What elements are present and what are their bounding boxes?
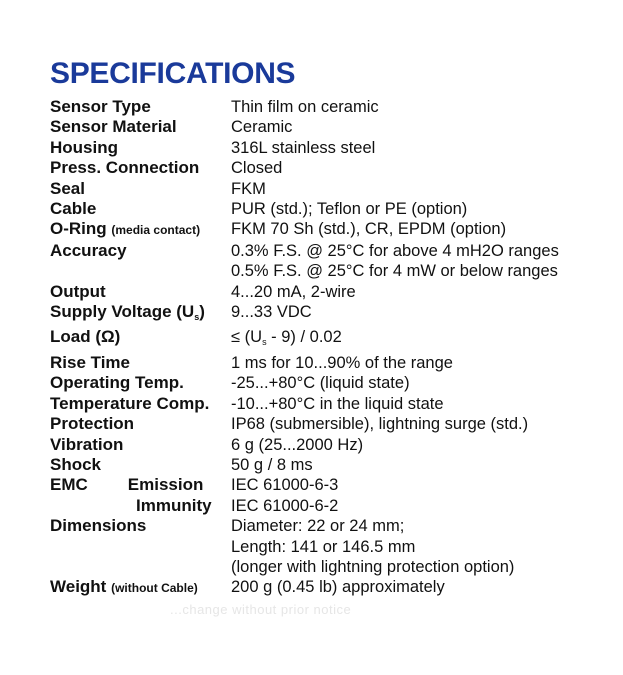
spec-label: Rise Time bbox=[50, 352, 131, 372]
spec-value: FKM 70 Sh (std.), CR, EPDM (option) bbox=[231, 220, 507, 239]
spec-value-line: Diameter: 22 or 24 mm; bbox=[231, 517, 405, 536]
spec-label: Sensor Material bbox=[50, 117, 177, 137]
spec-row-supply-voltage bbox=[50, 302, 615, 327]
spec-value-suffix: - 9) / 0.02 bbox=[266, 328, 342, 347]
spec-label: Load (Ω) bbox=[50, 327, 121, 347]
spec-label-emission: Emission bbox=[127, 475, 204, 495]
spec-value-line: 0.3% F.S. @ 25°C for above 4 mH2O ranges bbox=[231, 241, 559, 260]
spec-row-emc-emission bbox=[50, 475, 615, 495]
footer-note: ...change without prior notice bbox=[170, 602, 352, 617]
spec-label: Dimensions bbox=[50, 516, 147, 536]
spec-row-sensor-material bbox=[50, 117, 615, 137]
spec-value: 1 ms for 10...90% of the range bbox=[231, 353, 453, 372]
spec-row-rise-time bbox=[50, 353, 615, 373]
spec-label-note: (without Cable) bbox=[111, 581, 198, 596]
spec-value-line: (longer with lightning protection option) bbox=[231, 557, 515, 576]
spec-label-prefix: Supply Voltage (U bbox=[50, 302, 195, 322]
spec-value: 9...33 VDC bbox=[231, 303, 312, 322]
spec-value: FKM bbox=[231, 179, 266, 198]
spec-label bbox=[50, 577, 231, 598]
spec-value: 50 g / 8 ms bbox=[231, 455, 313, 474]
spec-label: Vibration bbox=[50, 434, 124, 454]
spec-value: Thin film on ceramic bbox=[231, 98, 379, 116]
spec-label: Shock bbox=[50, 454, 102, 474]
spec-value-subscript: s bbox=[262, 337, 267, 348]
spec-row-cable bbox=[50, 199, 615, 219]
spec-label: Press. Connection bbox=[50, 158, 200, 178]
spec-row-load bbox=[50, 327, 615, 352]
spec-row-housing bbox=[50, 138, 615, 158]
spec-row-emc-immunity bbox=[50, 496, 615, 516]
spec-label: Seal bbox=[50, 178, 85, 198]
spec-row-press-connection bbox=[50, 158, 615, 178]
spec-value-line: Length: 141 or 146.5 mm bbox=[231, 537, 416, 556]
spec-value: 6 g (25...2000 Hz) bbox=[231, 435, 364, 454]
spec-row-operating-temp bbox=[50, 373, 615, 393]
spec-row-accuracy bbox=[50, 241, 615, 282]
spec-value: IP68 (submersible), lightning surge (std.) bbox=[231, 415, 529, 434]
spec-value: 4...20 mA, 2-wire bbox=[231, 282, 356, 301]
spec-value bbox=[231, 516, 615, 577]
spec-row-protection bbox=[50, 414, 615, 434]
spec-value: IEC 61000-6-2 bbox=[231, 496, 339, 515]
spec-label bbox=[50, 496, 231, 516]
spec-label: Temperature Comp. bbox=[50, 393, 210, 413]
spec-label: Operating Temp. bbox=[50, 373, 184, 393]
spec-value: -10...+80°C in the liquid state bbox=[231, 394, 444, 413]
spec-label: Output bbox=[50, 281, 106, 301]
spec-label-note: (media contact) bbox=[111, 223, 201, 238]
spec-value: PUR (std.); Teflon or PE (option) bbox=[231, 200, 468, 219]
spec-row-shock bbox=[50, 455, 615, 475]
spec-label bbox=[50, 302, 231, 327]
spec-value: 316L stainless steel bbox=[231, 138, 376, 157]
spec-label: Housing bbox=[50, 137, 118, 157]
spec-label: Sensor Type bbox=[50, 97, 151, 116]
spec-label-emc: EMC bbox=[50, 475, 88, 495]
spec-row-seal bbox=[50, 179, 615, 199]
spec-label bbox=[50, 219, 231, 240]
spec-row-dimensions bbox=[50, 516, 615, 577]
page-title: SPECIFICATIONS bbox=[50, 57, 296, 90]
spec-row-weight bbox=[50, 577, 615, 598]
spec-row-o-ring bbox=[50, 219, 615, 240]
spec-label: Protection bbox=[50, 414, 135, 434]
spec-value-prefix: ≤ (U bbox=[231, 328, 263, 347]
spec-label: Accuracy bbox=[50, 240, 127, 260]
spec-label-subscript: s bbox=[194, 312, 200, 323]
spec-label bbox=[50, 475, 231, 495]
spec-value bbox=[231, 327, 615, 352]
spec-row-vibration bbox=[50, 435, 615, 455]
spec-value: -25...+80°C (liquid state) bbox=[231, 374, 410, 393]
spec-value: 200 g (0.45 lb) approximately bbox=[231, 578, 445, 597]
spec-value: Closed bbox=[231, 159, 283, 178]
spec-value bbox=[231, 241, 615, 282]
spec-label-text: O-Ring bbox=[50, 219, 107, 239]
spec-row-sensor-type bbox=[50, 97, 615, 117]
spec-value-line: 0.5% F.S. @ 25°C for 4 mW or below ranges bbox=[231, 262, 558, 281]
specifications-table bbox=[50, 97, 615, 599]
spec-label-text: Weight bbox=[50, 577, 107, 597]
spec-label-immunity: Immunity bbox=[136, 495, 212, 515]
spec-label-suffix: ) bbox=[199, 302, 205, 322]
spec-row-output bbox=[50, 282, 615, 302]
spec-value: IEC 61000-6-3 bbox=[231, 476, 339, 495]
spec-row-temperature-comp bbox=[50, 394, 615, 414]
spec-label: Cable bbox=[50, 199, 97, 219]
spec-value: Ceramic bbox=[231, 118, 293, 137]
